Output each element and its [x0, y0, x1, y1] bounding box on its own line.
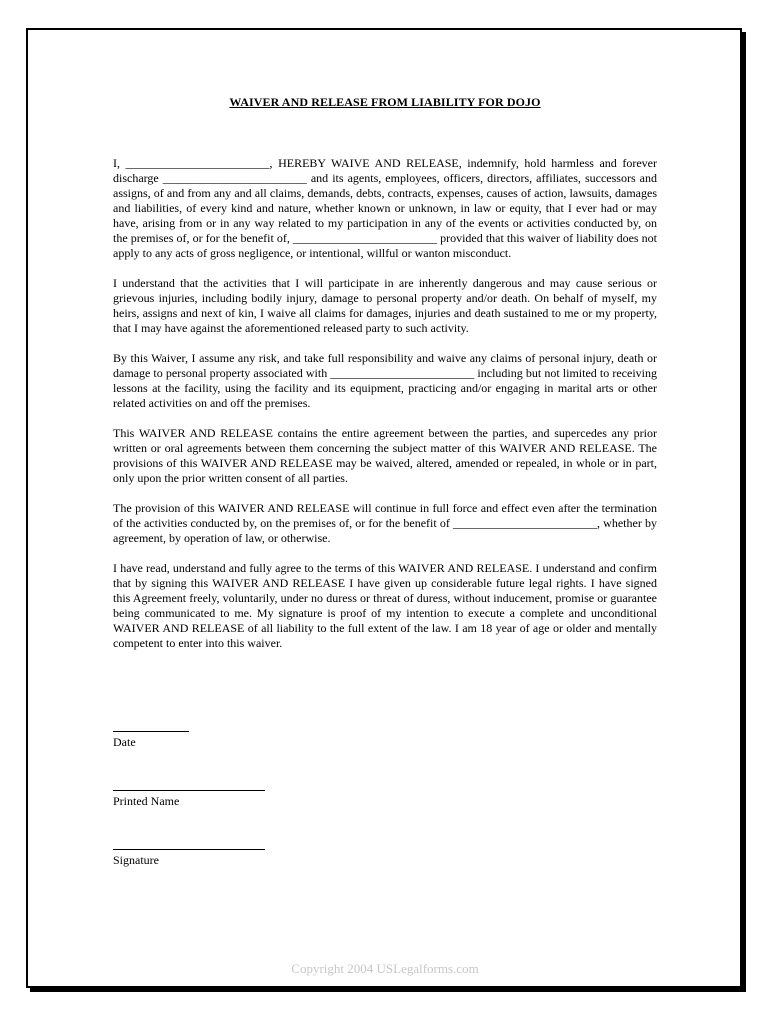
signature-field[interactable]	[113, 849, 265, 868]
printed-name-field[interactable]	[113, 790, 265, 809]
paragraph-assumption-of-risk: By this Waiver, I assume any risk, and take full responsibility and waive any claims of personal injury, death or damage to personal property associated with ________________________ including but not limited to receiving lessons at the facility, using the facility and its equipment, practicing and/or engaging in marital arts or other related activities on and off the premises.	[113, 351, 657, 410]
paragraph-entire-agreement: This WAIVER AND RELEASE contains the entire agreement between the parties, and supercedes any prior written or oral agreements between them concerning the subject matter of this WAIVER AND RELEASE. The provisions of this WAIVER AND RELEASE may be waived, altered, amended or repealed, in whole or in part, only upon the prior written consent of all parties.	[113, 426, 657, 485]
paragraph-risk-acknowledgement: I understand that the activities that I will participate in are inherently dangerous and may cause serious or grievous injuries, including bodily injury, damage to personal property and/or death. On behalf of myself, my heirs, assigns and next of kin, I waive all claims for damages, injuries and death sustained to me or my property, that I may have against the aforementioned released party to such activity.	[113, 276, 657, 335]
paragraph-acknowledgement: I have read, understand and fully agree to the terms of this WAIVER AND RELEASE. I understand and confirm that by signing this WAIVER AND RELEASE I have given up considerable future legal rights. I have signed this Agreement freely, voluntarily, under no duress or threat of duress, without inducement, promise or guarantee being communicated to me. My signature is proof of my intention to execute a complete and unconditional WAIVER AND RELEASE of all liability to the full extent of the law. I am 18 year of age or older and mentally competent to enter into this waiver.	[113, 561, 657, 650]
document-body	[113, 156, 657, 666]
date-label: Date	[113, 735, 136, 749]
signature-line	[113, 849, 265, 850]
signature-label: Signature	[113, 853, 159, 867]
date-line	[113, 731, 189, 732]
document-title: WAIVER AND RELEASE FROM LIABILITY FOR DOJO	[229, 95, 541, 109]
date-field[interactable]	[113, 731, 189, 750]
printed-name-line	[113, 790, 265, 791]
paragraph-release-clause: I, ________________________, HEREBY WAIVE AND RELEASE, indemnify, hold harmless and forever discharge ________________________ and its agents, employees, officers, directors, affiliates, successors and assigns, of and from any and all claims, demands, debts, contracts, expenses, causes of action, lawsuits, damages and liabilities, of every kind and nature, whether known or unknown, in law or equity, that I ever had or may have, arising from or in any way related to my participation in any of the events or activities conducted by, on the premises of, or for the benefit of, ________________________ provided that this waiver of liability does not apply to any acts of gross negligence, or intentional, willful or wanton misconduct.	[113, 156, 657, 260]
copyright-footer: Copyright 2004 USLegalforms.com	[291, 961, 479, 976]
printed-name-label: Printed Name	[113, 794, 180, 808]
paragraph-survival: The provision of this WAIVER AND RELEASE will continue in full force and effect even after the termination of the activities conducted by, on the premises of, or for the benefit of ________________________, whether by agreement, by operation of law, or otherwise.	[113, 501, 657, 545]
